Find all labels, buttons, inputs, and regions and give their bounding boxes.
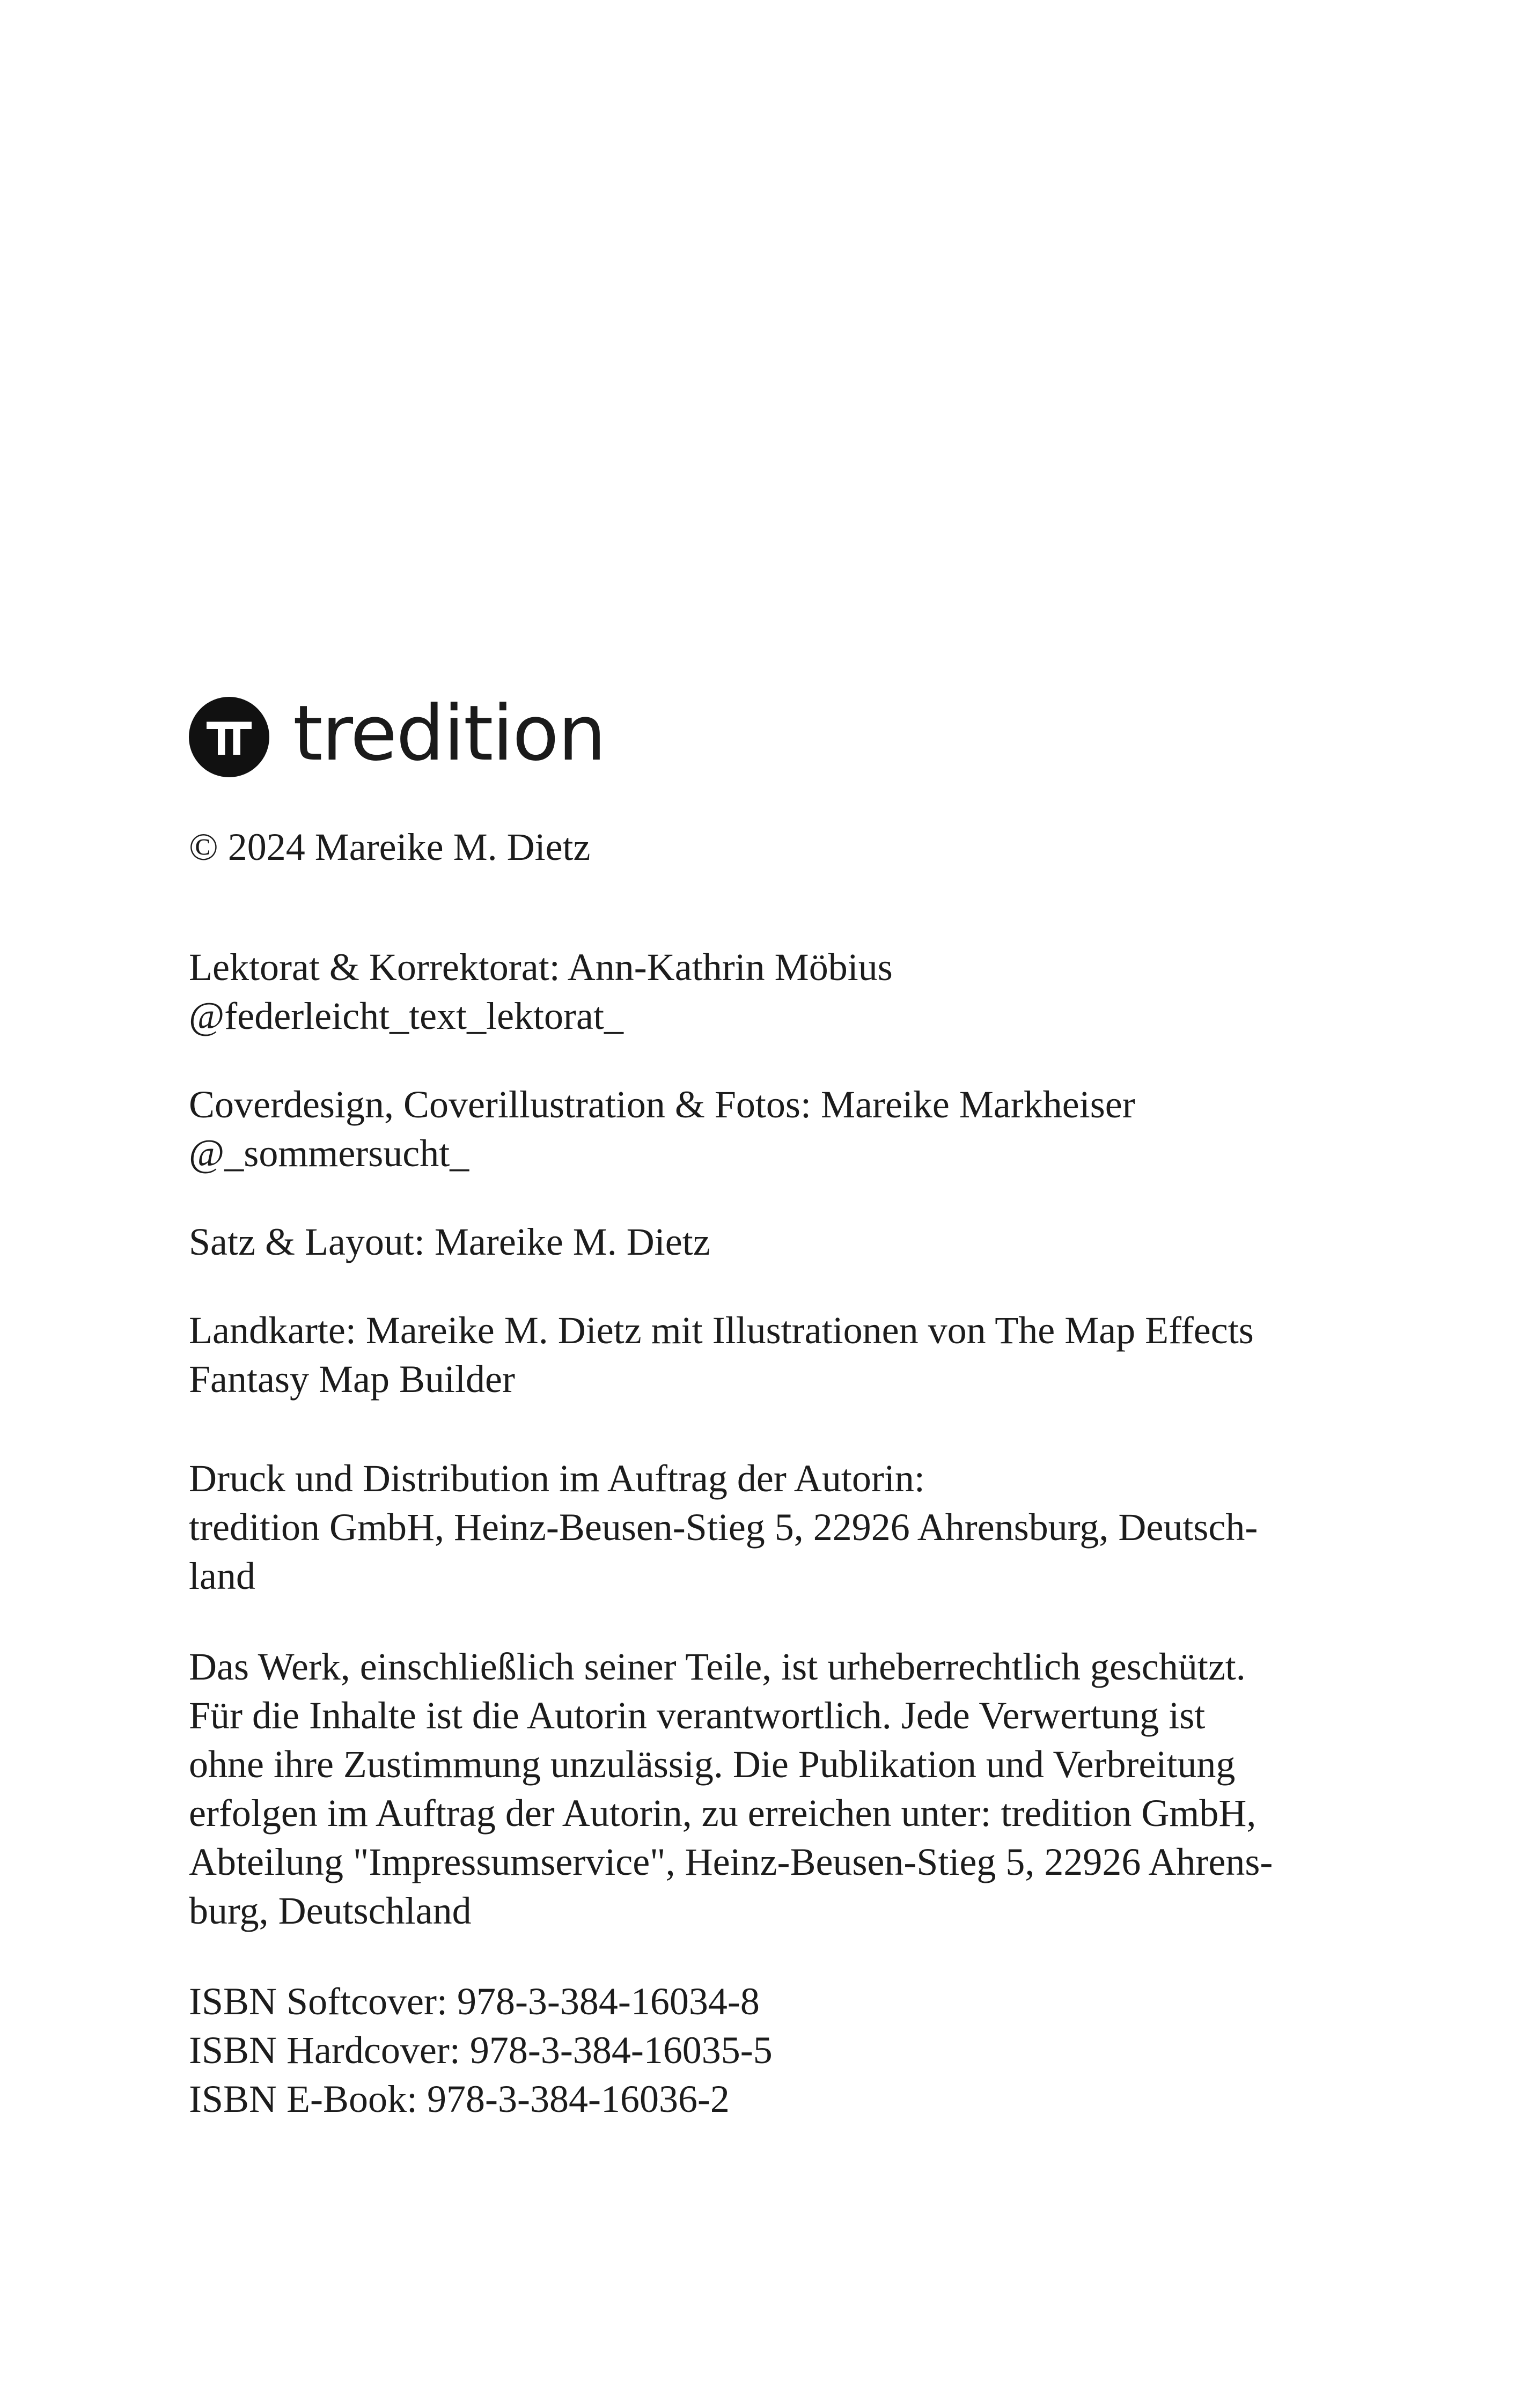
publisher-logo — [189, 689, 605, 780]
map-credit-line-2: Fantasy Map Builder — [189, 1358, 515, 1401]
isbn-hardcover: ISBN Hardcover: 978-3-384-16035-5 — [189, 2029, 773, 2072]
isbn-softcover: ISBN Softcover: 978-3-384-16034-8 — [189, 1980, 760, 2023]
legal-notice — [189, 1643, 1289, 1935]
printing-line-2: tredition GmbH, Heinz-Beusen-Stieg 5, 22926 Ahrensburg, Deutsch- — [189, 1506, 1258, 1549]
publisher-name: tredition — [293, 689, 605, 778]
cover-handle: @_sommersucht_ — [189, 1132, 469, 1175]
cover-credit-line: Coverdesign, Coverillustration & Fotos: Mareike Markheiser — [189, 1083, 1135, 1126]
legal-line-5: Abteilung "Impressumservice", Heinz-Beusen-Stieg 5, 22926 Ahrens- — [189, 1840, 1273, 1883]
cover-credit — [189, 1080, 1289, 1178]
isbn-ebook: ISBN E-Book: 978-3-384-16036-2 — [189, 2078, 730, 2120]
imprint-text — [189, 823, 1289, 2124]
legal-line-3: ohne ihre Zustimmung unzulässig. Die Publikation und Verbreitung — [189, 1743, 1236, 1786]
editing-credit-line: Lektorat & Korrektorat: Ann-Kathrin Möbius — [189, 946, 893, 989]
typesetting-credit — [189, 1218, 1289, 1266]
map-credit — [189, 1306, 1289, 1404]
map-credit-line-1: Landkarte: Mareike M. Dietz mit Illustrationen von The Map Effects — [189, 1309, 1254, 1352]
editing-handle: @federleicht_text_lektorat_ — [189, 995, 623, 1037]
isbn-list — [189, 1977, 1289, 2124]
printing-line-3: land — [189, 1555, 255, 1597]
typesetting-line: Satz & Layout: Mareike M. Dietz — [189, 1220, 710, 1263]
legal-line-2: Für die Inhalte ist die Autorin verantwortlich. Jede Verwertung ist — [189, 1694, 1206, 1737]
copyright-line: © 2024 Mareike M. Dietz — [189, 826, 591, 868]
legal-line-1: Das Werk, einschließlich seiner Teile, ist urheberrechtlich geschützt. — [189, 1645, 1246, 1688]
copyright-notice — [189, 823, 1289, 872]
printing-info — [189, 1454, 1289, 1601]
legal-line-6: burg, Deutschland — [189, 1889, 472, 1932]
tredition-logo-icon — [189, 697, 269, 777]
printing-line-1: Druck und Distribution im Auftrag der Autorin: — [189, 1457, 925, 1500]
editing-credit — [189, 943, 1289, 1041]
legal-line-4: erfolgen im Auftrag der Autorin, zu erreichen unter: tredition GmbH, — [189, 1792, 1257, 1835]
